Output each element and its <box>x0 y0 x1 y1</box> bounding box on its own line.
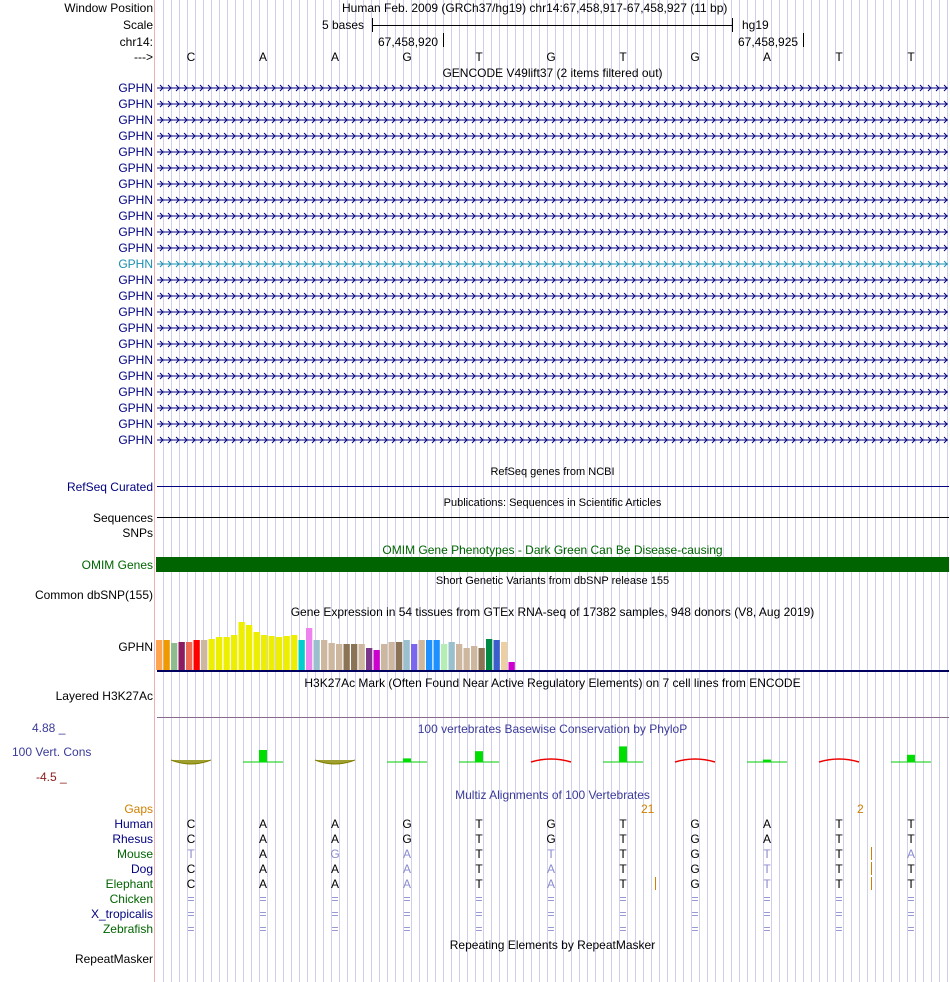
alignment-base: A <box>258 817 267 831</box>
base-letter: T <box>619 50 627 64</box>
gene-label[interactable]: GPHN <box>118 193 153 207</box>
alignment-base: C <box>186 832 196 846</box>
alignment-base: C <box>186 862 196 876</box>
alignment-base: G <box>546 832 556 846</box>
alignment-base: T <box>907 877 915 891</box>
species-label[interactable]: X_tropicalis <box>90 907 153 921</box>
h3k27ac-track-baseline <box>157 717 949 718</box>
alignment-base: A <box>258 847 267 861</box>
alignment-base: G <box>402 832 412 846</box>
gene-feature[interactable] <box>157 434 948 446</box>
alignment-base: A <box>402 862 411 876</box>
alignment-base: A <box>402 877 411 891</box>
alignment-base: A <box>906 847 915 861</box>
alignment-base: T <box>763 877 771 891</box>
phylop-neutral-mark <box>675 759 715 762</box>
alignment-base: T <box>475 847 483 861</box>
gtex-bar[interactable] <box>449 642 455 670</box>
alignment-base: = <box>403 922 411 936</box>
omim-track-label[interactable]: OMIM Genes <box>81 558 153 572</box>
phylop-neutral-mark <box>531 759 571 762</box>
gtex-bar[interactable] <box>216 637 222 670</box>
alignment-base: G <box>690 862 700 876</box>
phylop-neutral-mark <box>819 759 859 762</box>
gene-feature[interactable] <box>157 242 948 254</box>
snps-track-label[interactable]: SNPs <box>122 526 153 540</box>
gtex-bar[interactable] <box>509 662 515 670</box>
phylop-negative-mark <box>315 760 355 764</box>
gene-label[interactable]: GPHN <box>118 321 153 335</box>
alignment-base: A <box>762 817 771 831</box>
gtex-bar[interactable] <box>261 635 267 670</box>
gtex-bar[interactable] <box>366 648 372 670</box>
gtex-track-baseline <box>157 670 949 672</box>
alignment-base: = <box>835 907 843 921</box>
gtex-bar[interactable] <box>501 642 507 670</box>
gtex-bar[interactable] <box>486 639 492 670</box>
insertion-marker <box>871 862 872 875</box>
alignment-base: G <box>690 817 700 831</box>
gtex-bar[interactable] <box>396 642 402 670</box>
alignment-base: = <box>547 922 555 936</box>
alignment-base: = <box>187 907 195 921</box>
gene-feature[interactable] <box>157 370 948 382</box>
sequences-track-line[interactable] <box>157 517 949 518</box>
gtex-bar[interactable] <box>389 642 395 670</box>
phylop-ymax: 4.88 _ <box>32 721 66 735</box>
base-letter: A <box>258 50 267 64</box>
gtex-bar[interactable] <box>404 640 410 670</box>
base-letter: G <box>402 50 412 64</box>
gene-label[interactable]: GPHN <box>118 161 153 175</box>
gene-feature[interactable] <box>157 354 948 366</box>
gene-label[interactable]: GPHN <box>118 177 153 191</box>
alignment-base: = <box>763 907 771 921</box>
gene-label[interactable]: GPHN <box>118 401 153 415</box>
phylop-ymin: -4.5 _ <box>36 770 67 784</box>
phylop-positive-bar <box>763 760 771 762</box>
alignment-base: = <box>403 892 411 906</box>
phylop-positive-bar <box>403 758 411 762</box>
repeatmasker-track-title[interactable]: Repeating Elements by RepeatMasker <box>449 938 656 952</box>
repeatmasker-track-label[interactable]: RepeatMasker <box>74 952 153 966</box>
alignment-base: T <box>619 862 627 876</box>
dbsnp-track-title[interactable]: Short Genetic Variants from dbSNP release 155 <box>435 575 670 587</box>
alignment-base: G <box>690 832 700 846</box>
gene-label[interactable]: GPHN <box>118 209 153 223</box>
gene-feature[interactable] <box>157 418 948 430</box>
alignment-base: = <box>187 922 195 936</box>
alignment-base: = <box>475 892 483 906</box>
gencode-track-title[interactable]: GENCODE V49lift37 (2 items filtered out) <box>442 66 663 80</box>
species-label[interactable]: Rhesus <box>112 832 153 846</box>
gene-label[interactable]: GPHN <box>118 385 153 399</box>
gtex-bar[interactable] <box>209 639 215 670</box>
alignment-base: = <box>475 922 483 936</box>
refseq-track-line[interactable] <box>157 486 949 487</box>
gtex-bar[interactable] <box>479 648 485 670</box>
coord-right: 67,458,925 <box>738 35 799 49</box>
h3k27ac-track-label[interactable]: Layered H3K27Ac <box>55 689 153 703</box>
alignment-base: A <box>330 817 339 831</box>
gene-feature[interactable] <box>157 178 948 190</box>
alignment-base: T <box>547 847 555 861</box>
coord-left: 67,458,920 <box>378 35 439 49</box>
refseq-track-label[interactable]: RefSeq Curated <box>66 480 153 494</box>
gene-feature[interactable] <box>157 210 948 222</box>
gene-feature[interactable] <box>157 226 948 238</box>
strand-label: ---> <box>134 50 153 64</box>
chrom-label: chr14: <box>119 35 153 49</box>
alignment-base: A <box>762 832 771 846</box>
species-label[interactable]: Zebrafish <box>102 922 153 936</box>
alignment-base: G <box>690 847 700 861</box>
h3k27ac-track-title[interactable]: H3K27Ac Mark (Often Found Near Active Regulatory Elements) on 7 cell lines from ENCODE <box>304 676 801 690</box>
alignment-base: = <box>259 892 267 906</box>
phylop-positive-bar <box>619 746 627 762</box>
window-position-label: Window Position <box>64 1 153 15</box>
gene-label[interactable]: GPHN <box>118 113 153 127</box>
phylop-negative-mark <box>171 760 211 764</box>
alignment-base: A <box>258 832 267 846</box>
gene-label[interactable]: GPHN <box>118 257 153 271</box>
alignment-base: = <box>331 892 339 906</box>
phylop-positive-bar <box>259 750 267 762</box>
gtex-bar[interactable] <box>194 640 200 670</box>
gtex-bar[interactable] <box>284 636 290 670</box>
gap-count: 2 <box>857 802 864 816</box>
publications-track-title[interactable]: Publications: Sequences in Scientific Articles <box>443 497 662 509</box>
gtex-bar[interactable] <box>344 644 350 670</box>
alignment-base: T <box>475 817 483 831</box>
alignment-base: = <box>691 907 699 921</box>
alignment-base: = <box>331 907 339 921</box>
base-letter: T <box>907 50 915 64</box>
alignment-base: T <box>187 847 195 861</box>
alignment-base: T <box>835 832 843 846</box>
gtex-bar[interactable] <box>254 632 260 670</box>
gene-label[interactable]: GPHN <box>118 273 153 287</box>
alignment-base: A <box>402 847 411 861</box>
alignment-base: T <box>835 847 843 861</box>
gtex-bar[interactable] <box>299 640 305 670</box>
gtex-bar[interactable] <box>351 644 357 670</box>
alignment-base: = <box>907 907 915 921</box>
alignment-base: G <box>402 817 412 831</box>
alignment-base: T <box>619 832 627 846</box>
gtex-bar[interactable] <box>321 640 327 670</box>
gene-feature[interactable] <box>157 258 948 270</box>
gene-feature[interactable] <box>157 82 948 94</box>
window-position-value: Human Feb. 2009 (GRCh37/hg19) chr14:67,458,917-67,458,927 (11 bp) <box>342 1 728 15</box>
scale-value: 5 bases <box>322 18 365 32</box>
alignment-base: = <box>619 907 627 921</box>
coord-left-tick <box>443 33 444 47</box>
gtex-bar[interactable] <box>471 646 477 670</box>
alignment-base: T <box>835 862 843 876</box>
gtex-bar-chart[interactable] <box>156 618 950 670</box>
alignment-base: = <box>691 922 699 936</box>
species-label[interactable]: Dog <box>130 862 153 876</box>
alignment-base: T <box>835 817 843 831</box>
gtex-bar[interactable] <box>231 635 237 670</box>
alignment-base: = <box>835 922 843 936</box>
gene-feature[interactable] <box>157 322 948 334</box>
gtex-bar[interactable] <box>291 635 297 670</box>
gtex-bar[interactable] <box>336 644 342 670</box>
gene-feature[interactable] <box>157 98 948 110</box>
alignment-base: T <box>619 877 627 891</box>
coord-right-tick <box>803 33 804 47</box>
gtex-bar[interactable] <box>246 625 252 670</box>
scale-assembly: hg19 <box>742 18 769 32</box>
insertion-marker <box>655 877 656 890</box>
gtex-bar[interactable] <box>201 640 207 670</box>
multiz-gaps-label: Gaps <box>124 802 153 816</box>
gtex-bar[interactable] <box>411 644 417 670</box>
alignment-base: T <box>475 832 483 846</box>
gtex-bar[interactable] <box>426 640 432 670</box>
alignment-base: A <box>258 877 267 891</box>
gtex-bar[interactable] <box>359 644 365 670</box>
species-label[interactable]: Chicken <box>109 892 153 906</box>
alignment-base: T <box>835 877 843 891</box>
gene-label[interactable]: GPHN <box>118 417 153 431</box>
gtex-bar[interactable] <box>276 637 282 670</box>
alignment-base: A <box>546 877 555 891</box>
phylop-track-title[interactable]: 100 vertebrates Basewise Conservation by PhyloP <box>417 722 688 736</box>
gtex-bar[interactable] <box>171 643 177 670</box>
alignment-base: T <box>619 847 627 861</box>
gtex-bar[interactable] <box>441 644 447 670</box>
gtex-bar[interactable] <box>314 640 320 670</box>
omim-feature-bar[interactable] <box>156 557 949 572</box>
gtex-bar[interactable] <box>381 644 387 670</box>
gtex-bar[interactable] <box>269 636 275 670</box>
gtex-track-title[interactable]: Gene Expression in 54 tissues from GTEx RNA-seq of 17382 samples, 948 donors (V8, Aug 2019) <box>290 605 815 619</box>
alignment-base: G <box>330 847 340 861</box>
alignment-base: = <box>403 907 411 921</box>
gene-feature[interactable] <box>157 386 948 398</box>
gene-label[interactable]: GPHN <box>118 337 153 351</box>
base-letter: A <box>762 50 771 64</box>
species-label[interactable]: Human <box>114 817 153 831</box>
alignment-base: T <box>763 862 771 876</box>
gene-label[interactable]: GPHN <box>118 433 153 447</box>
gtex-bar[interactable] <box>186 642 192 670</box>
alignment-base: = <box>259 907 267 921</box>
base-letter: A <box>330 50 339 64</box>
gene-label[interactable]: GPHN <box>118 225 153 239</box>
alignment-base: T <box>475 862 483 876</box>
gtex-bar[interactable] <box>164 640 170 670</box>
omim-track-title[interactable]: OMIM Gene Phenotypes - Dark Green Can Be Disease-causing <box>382 543 723 557</box>
alignment-base: = <box>907 922 915 936</box>
base-letter: G <box>546 50 556 64</box>
alignment-base: A <box>330 877 339 891</box>
alignment-base: T <box>907 817 915 831</box>
gene-label[interactable]: GPHN <box>118 289 153 303</box>
scale-bar <box>372 25 733 26</box>
species-label[interactable]: Elephant <box>105 877 153 891</box>
gtex-bar[interactable] <box>419 640 425 670</box>
gene-feature[interactable] <box>157 338 948 350</box>
gene-feature[interactable] <box>157 162 948 174</box>
alignment-base: T <box>907 862 915 876</box>
multiz-track-title[interactable]: Multiz Alignments of 100 Vertebrates <box>455 788 650 802</box>
alignment-base: A <box>258 862 267 876</box>
base-letter: G <box>690 50 700 64</box>
gene-label[interactable]: GPHN <box>118 241 153 255</box>
gtex-bar[interactable] <box>179 642 185 670</box>
alignment-base: T <box>763 847 771 861</box>
alignment-base: = <box>619 922 627 936</box>
gtex-bar[interactable] <box>464 648 470 670</box>
gene-label[interactable]: GPHN <box>118 97 153 111</box>
gtex-bar[interactable] <box>239 622 245 670</box>
alignment-base: G <box>690 877 700 891</box>
alignment-base: A <box>546 862 555 876</box>
alignment-base: = <box>475 907 483 921</box>
alignment-base: = <box>187 892 195 906</box>
gene-feature[interactable] <box>157 146 948 158</box>
gene-feature[interactable] <box>157 402 948 414</box>
gtex-bar[interactable] <box>434 640 440 670</box>
alignment-base: = <box>259 922 267 936</box>
gtex-bar[interactable] <box>329 643 335 670</box>
alignment-base: = <box>547 892 555 906</box>
alignment-base: = <box>763 922 771 936</box>
gene-feature[interactable] <box>157 194 948 206</box>
gtex-bar[interactable] <box>494 640 500 670</box>
alignment-base: A <box>330 832 339 846</box>
alignment-base: = <box>907 892 915 906</box>
alignment-base: = <box>691 892 699 906</box>
alignment-base: C <box>186 877 196 891</box>
gene-feature[interactable] <box>157 306 948 318</box>
gene-feature[interactable] <box>157 290 948 302</box>
base-letter: C <box>186 50 196 64</box>
dbsnp-track-label[interactable]: Common dbSNP(155) <box>34 588 153 602</box>
gtex-track-label[interactable]: GPHN <box>118 640 153 654</box>
gene-label[interactable]: GPHN <box>118 145 153 159</box>
alignment-base: = <box>619 892 627 906</box>
alignment-base: T <box>475 877 483 891</box>
alignment-base: T <box>907 832 915 846</box>
sequences-track-label[interactable]: Sequences <box>92 511 153 525</box>
gene-feature[interactable] <box>157 130 948 142</box>
base-letter: T <box>475 50 483 64</box>
phylop-positive-bar <box>907 755 915 762</box>
gtex-bar[interactable] <box>224 637 230 670</box>
gtex-bar[interactable] <box>306 628 312 670</box>
base-letter: T <box>835 50 843 64</box>
gtex-bar[interactable] <box>156 640 162 670</box>
gene-label[interactable]: GPHN <box>118 369 153 383</box>
phylop-positive-bar <box>475 751 483 762</box>
gene-label[interactable]: GPHN <box>118 81 153 95</box>
gene-label[interactable]: GPHN <box>118 129 153 143</box>
gap-count: 21 <box>641 802 655 816</box>
alignment-base: T <box>619 817 627 831</box>
refseq-track-title[interactable]: RefSeq genes from NCBI <box>490 466 615 478</box>
scale-bar-right-tick <box>732 18 733 32</box>
alignment-base: = <box>763 892 771 906</box>
gene-feature[interactable] <box>157 114 948 126</box>
alignment-base: C <box>186 817 196 831</box>
alignment-base: = <box>547 907 555 921</box>
phylop-track-label[interactable]: 100 Vert. Cons <box>12 745 92 759</box>
gene-feature[interactable] <box>157 274 948 286</box>
insertion-marker <box>871 877 872 890</box>
alignment-base: = <box>331 922 339 936</box>
gtex-bar[interactable] <box>374 650 380 670</box>
phylop-wiggle[interactable] <box>156 736 950 780</box>
insertion-marker <box>871 847 872 860</box>
gene-label[interactable]: GPHN <box>118 305 153 319</box>
species-label[interactable]: Mouse <box>116 847 153 861</box>
alignment-base: A <box>330 862 339 876</box>
alignment-base: G <box>546 817 556 831</box>
scale-label: Scale <box>122 18 153 32</box>
alignment-base: = <box>835 892 843 906</box>
gene-label[interactable]: GPHN <box>118 353 153 367</box>
gtex-bar[interactable] <box>456 644 462 670</box>
